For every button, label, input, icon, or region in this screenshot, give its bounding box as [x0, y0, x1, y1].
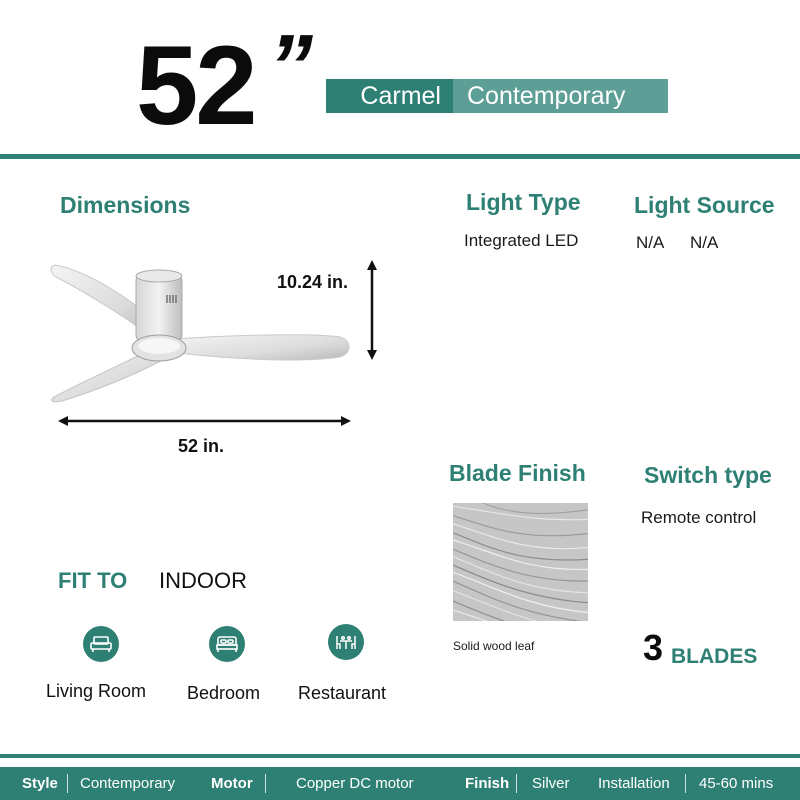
switch-type-value: Remote control	[641, 508, 757, 527]
room-label-restaurant: Restaurant	[298, 683, 387, 703]
blade-finish-value: Solid wood leaf	[453, 639, 535, 653]
spec-separator	[265, 774, 266, 793]
width-dimension-label: 52 in.	[178, 436, 225, 456]
blade-count: 3	[643, 627, 664, 668]
fan-size-inch-mark: ”	[268, 17, 313, 117]
light-type-heading: Light Type	[466, 189, 581, 215]
light-type-value: Integrated LED	[464, 231, 579, 250]
blade-count-label: BLADES	[671, 645, 758, 668]
light-source-value: N/A	[690, 233, 719, 252]
spec-finish-label: Finish	[465, 775, 510, 792]
bed-icon	[209, 626, 245, 662]
spec-separator	[685, 774, 686, 793]
sofa-icon	[83, 626, 119, 662]
room-label-bedroom: Bedroom	[187, 683, 261, 703]
product-name: Carmel	[326, 79, 453, 113]
blade-finish-heading: Blade Finish	[449, 460, 586, 486]
spec-separator	[516, 774, 517, 793]
specs-bar	[0, 767, 800, 800]
light-source-value: N/A	[636, 233, 665, 252]
light-source-heading: Light Source	[634, 192, 775, 218]
spec-style-value: Contemporary	[80, 775, 176, 792]
product-style: Contemporary	[453, 79, 668, 113]
spec-finish-value: Silver	[532, 775, 570, 792]
spec-installation-label: Installation	[598, 775, 670, 792]
fit-to-value: INDOOR	[159, 568, 247, 593]
spec-installation-value: 45-60 mins	[699, 775, 774, 792]
dimensions-heading: Dimensions	[60, 192, 191, 218]
fit-to-label: FIT TO	[58, 568, 128, 593]
dining-table-icon	[328, 624, 364, 660]
product-name-banner	[326, 79, 668, 113]
footer-divider	[0, 754, 800, 758]
room-label-living-room: Living Room	[46, 681, 147, 701]
switch-type-heading: Switch type	[644, 462, 772, 488]
spec-motor-label: Motor	[211, 775, 253, 792]
wood-grain-swatch	[453, 503, 588, 621]
header-divider	[0, 154, 800, 159]
height-dimension-label: 10.24 in.	[277, 272, 349, 292]
spec-style-label: Style	[22, 775, 58, 792]
fan-size-number: 52	[136, 23, 255, 148]
spec-separator	[67, 774, 68, 793]
spec-motor-value: Copper DC motor	[296, 775, 414, 792]
